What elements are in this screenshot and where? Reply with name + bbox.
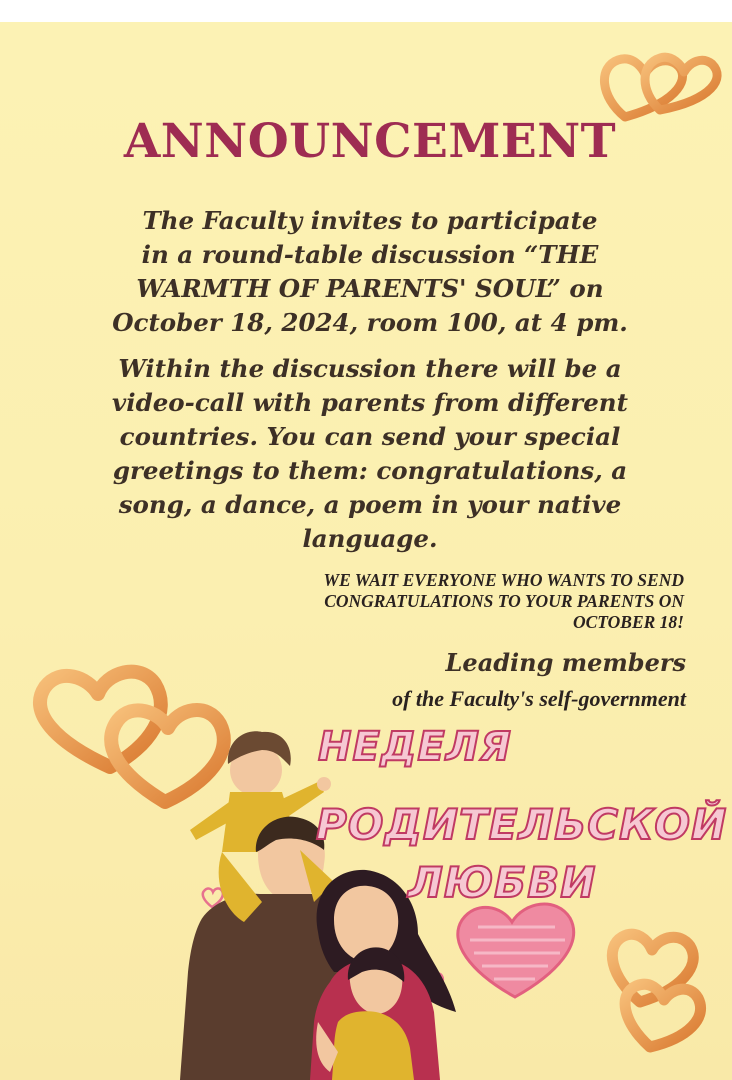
invitation-text <box>60 204 680 340</box>
announcement-poster <box>0 22 732 1080</box>
invite-line: WARMTH OF PARENTS' SOUL” on <box>136 274 604 303</box>
wait-line: CONGRATULATIONS TO YOUR PARENTS ON <box>324 591 684 611</box>
heart-icon <box>458 904 574 997</box>
russian-title-line: РОДИТЕЛЬСКОЙ <box>316 800 728 849</box>
signature-line-1: Leading members <box>445 648 686 677</box>
heart-icon <box>612 934 700 1047</box>
russian-title-line: ЛЮБВИ <box>408 858 597 907</box>
details-line: countries. You can send your special <box>119 422 621 451</box>
details-line: video-call with parents from different <box>112 388 628 417</box>
announcement-title: ANNOUNCEMENT <box>123 114 617 169</box>
invite-line: The Faculty invites to participate <box>142 206 598 235</box>
invite-line: October 18, 2024, room 100, at 4 pm. <box>112 308 628 337</box>
details-line: language. <box>302 524 438 553</box>
details-line: Within the discussion there will be a <box>118 354 622 383</box>
russian-title-line: НЕДЕЛЯ <box>318 724 512 770</box>
invitation-call <box>130 570 684 633</box>
details-line: song, a dance, a poem in your native <box>118 490 622 519</box>
wait-line: WE WAIT EVERYONE WHO WANTS TO SEND <box>323 570 684 590</box>
wait-line: OCTOBER 18! <box>572 612 684 632</box>
discussion-details <box>55 352 685 556</box>
details-line: greetings to them: congratulations, a <box>112 456 628 485</box>
heart-icon <box>40 672 224 802</box>
signature-line-2: of the Faculty's self-government <box>392 686 686 711</box>
invite-line: in a round-table discussion “THE <box>141 240 599 269</box>
heart-icon <box>604 57 717 117</box>
